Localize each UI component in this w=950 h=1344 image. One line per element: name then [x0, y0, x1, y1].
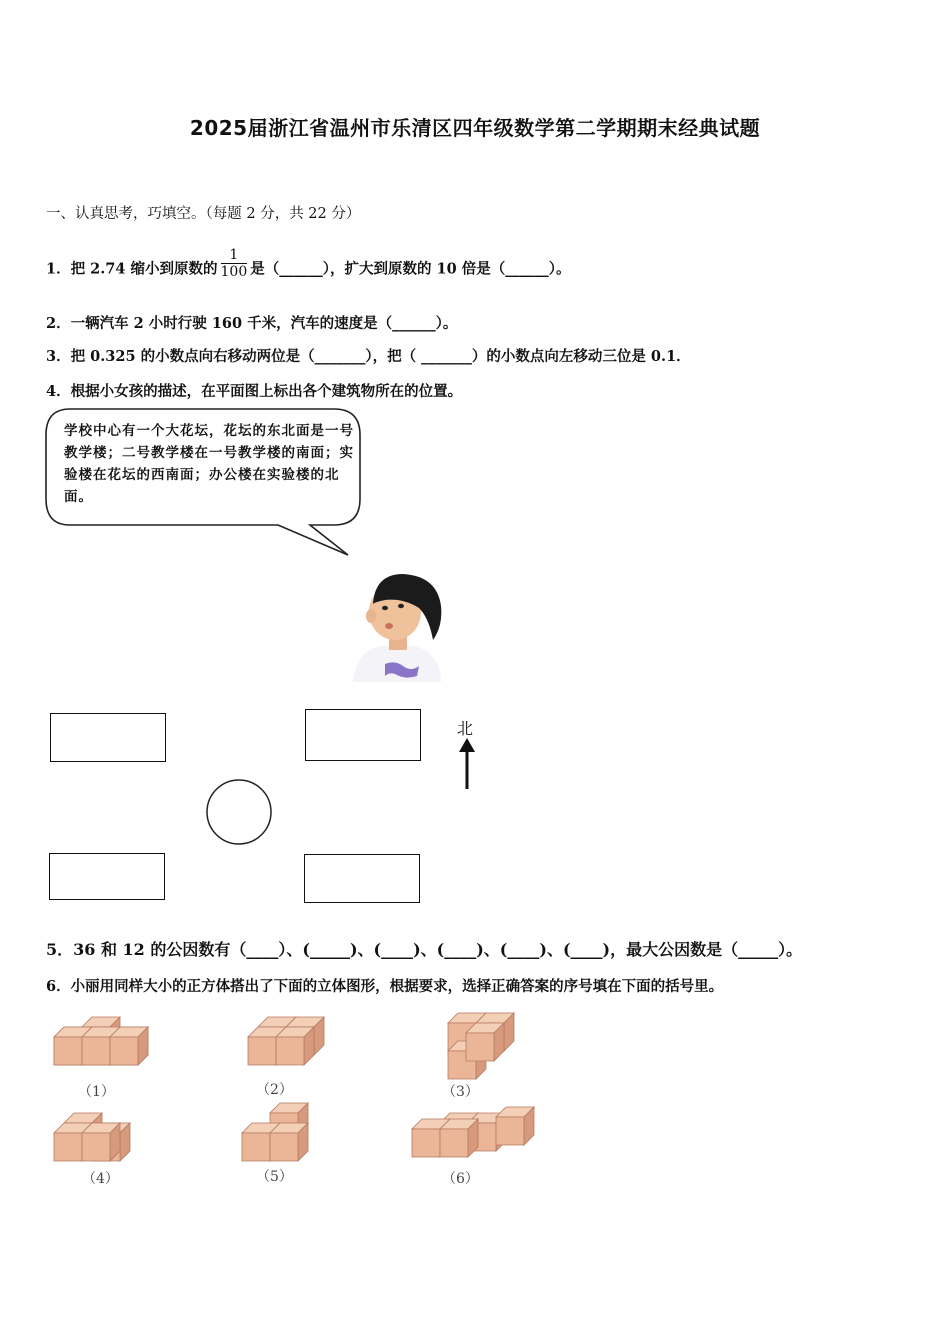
cube-front-face — [496, 1117, 524, 1145]
north-label: 北 — [457, 719, 474, 738]
cube-front-face — [248, 1037, 276, 1065]
question-5: 5．36 和 12 的公因数有（____）、(_____)、(____)、(____)、(____)、(____)，最大公因数是（_____）。 — [46, 940, 803, 959]
cube-front-face — [54, 1133, 82, 1161]
figure-label-3: （3） — [442, 1084, 479, 1100]
cube-front-face — [54, 1037, 82, 1065]
cube-front-face — [276, 1037, 304, 1065]
plan-box-top-left[interactable] — [50, 713, 166, 762]
question-6: 6．小丽用同样大小的正方体搭出了下面的立体图形，根据要求，选择正确答案的序号填在下面的括号里。 — [46, 978, 724, 995]
cube-front-face — [82, 1133, 110, 1161]
question-1-after: 是（______），扩大到原数的 10 倍是（______）。 — [250, 260, 571, 278]
speech-text: 学校中心有一个大花坛，花坛的东北面是一号教学楼；二号教学楼在一号教学楼的南面；实验楼在花坛的西南面；办公楼在实验楼的北面。 — [64, 423, 354, 505]
figure-label-1: （1） — [78, 1084, 115, 1100]
question-4: 4．根据小女孩的描述，在平面图上标出各个建筑物所在的位置。 — [46, 383, 463, 400]
page-title: 2025届浙江省温州市乐清区四年级数学第二学期期末经典试题 — [189, 116, 761, 140]
cube-front-face — [110, 1037, 138, 1065]
plan-box-top-right[interactable] — [305, 709, 421, 761]
figure-label-4: （4） — [82, 1171, 119, 1187]
figure-label-6: （6） — [442, 1171, 479, 1187]
cube-front-face — [270, 1133, 298, 1161]
question-2: 2．一辆汽车 2 小时行驶 160 千米，汽车的速度是（______）。 — [46, 315, 458, 332]
question-1 — [46, 247, 571, 286]
figure-label-5: （5） — [256, 1169, 293, 1185]
cube-front-face — [466, 1033, 494, 1061]
plan-box-bottom-left[interactable] — [49, 853, 165, 900]
question-1-before: 1．把 2.74 缩小到原数的 — [46, 260, 218, 278]
cube-front-face — [242, 1133, 270, 1161]
cube-front-face — [440, 1129, 468, 1157]
north-arrow-icon — [458, 738, 476, 790]
plan-box-bottom-right[interactable] — [304, 854, 420, 903]
girl-illustration — [345, 568, 445, 682]
figure-label-2: （2） — [256, 1082, 293, 1098]
fraction — [221, 247, 248, 280]
fraction-denominator: 100 — [220, 264, 248, 280]
question-3: 3．把 0.325 的小数点向右移动两位是（_______），把（ _______）的小数点向左移动三位是 0.1． — [46, 348, 691, 365]
fraction-numerator: 1 — [221, 247, 248, 264]
section-heading: 一、认真思考，巧填空。（每题 2 分，共 22 分） — [46, 206, 361, 222]
cube-front-face — [412, 1129, 440, 1157]
flower-bed-circle[interactable] — [205, 778, 273, 846]
cube-front-face — [82, 1037, 110, 1065]
